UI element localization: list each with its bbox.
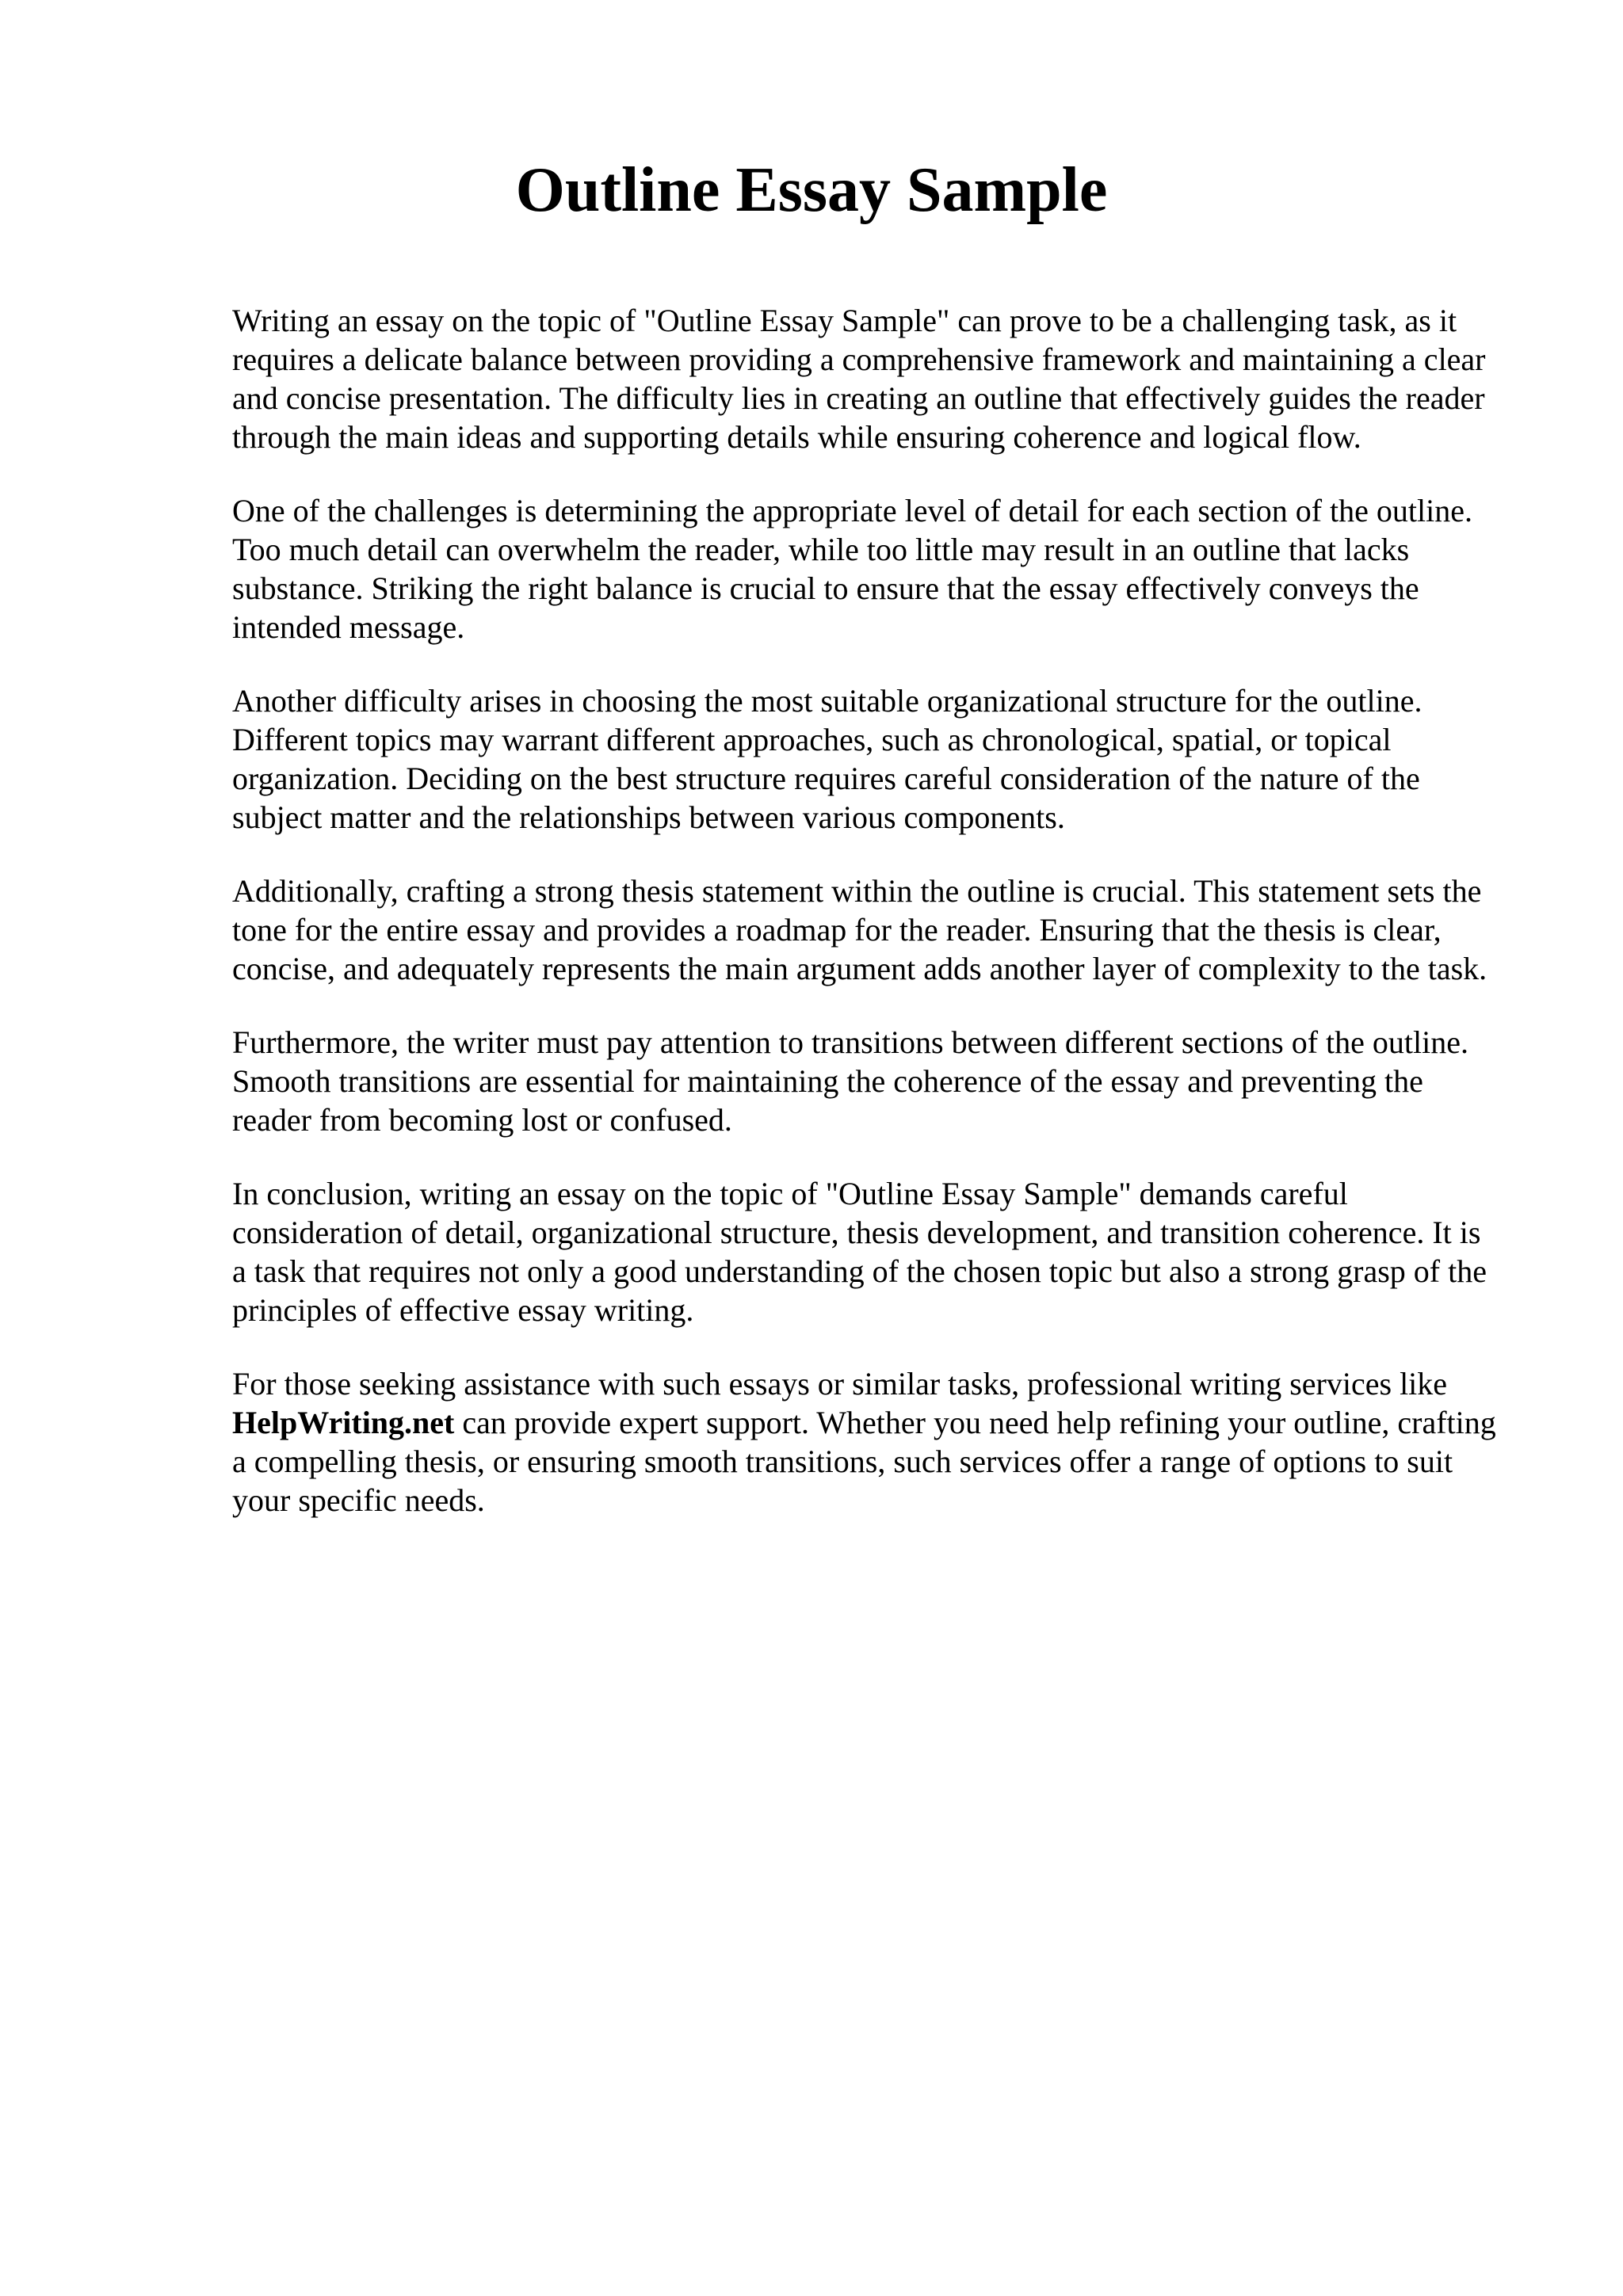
paragraph-intro: Writing an essay on the topic of "Outline Essay Sample" can prove to be a challenging task, as it requires a delicate balance between providing a comprehensive framework and maintaining a clear and concise presentation. The difficulty lies in creating an outline that effectively guides the reader through the main ideas and supporting details while ensuring coherence and logical flow. bbox=[232, 303, 1486, 455]
paragraph-transitions: Furthermore, the writer must pay attention to transitions between different sections of the outline. Smooth transitions are essential for maintaining the coherence of the essay and preventing the reader from becoming lost or confused. bbox=[232, 1024, 1468, 1138]
essay-body bbox=[232, 301, 1500, 1554]
paragraph-thesis: Additionally, crafting a strong thesis statement within the outline is crucial. This statement sets the tone for the entire essay and provides a roadmap for the reader. Ensuring that the thesis is clear, concise, and adequately represents the main argument adds another layer of complexity to the task. bbox=[232, 873, 1487, 986]
brand-name: HelpWriting.net bbox=[232, 1405, 455, 1440]
page-title: Outline Essay Sample bbox=[515, 155, 1108, 225]
paragraph-services bbox=[232, 1364, 1500, 1520]
services-text-before: For those seeking assistance with such essays or similar tasks, professional writing services like bbox=[232, 1366, 1448, 1402]
paragraph-conclusion: In conclusion, writing an essay on the topic of "Outline Essay Sample" demands careful consideration of detail, organizational structure, thesis development, and transition coherence. It is a task that requires not only a good understanding of the chosen topic but also a strong grasp of the principles of effective essay writing. bbox=[232, 1176, 1487, 1328]
paragraph-structure: Another difficulty arises in choosing the most suitable organizational structure for the outline. Different topics may warrant different approaches, such as chronological, spatial, or topical organization. Deciding on the best structure requires careful consideration of the nature of the subject matter and the relationships between various components. bbox=[232, 683, 1423, 835]
paragraph-detail-level: One of the challenges is determining the appropriate level of detail for each section of the outline. Too much detail can overwhelm the reader, while too little may result in an outline that lacks substance. Striking the right balance is crucial to ensure that the essay effectively conveys the intended message. bbox=[232, 493, 1472, 645]
services-text-after: can provide expert support. Whether you need help refining your outline, crafting a compelling thesis, or ensuring smooth transitions, such services offer a range of options to suit your specific needs. bbox=[232, 1405, 1496, 1518]
